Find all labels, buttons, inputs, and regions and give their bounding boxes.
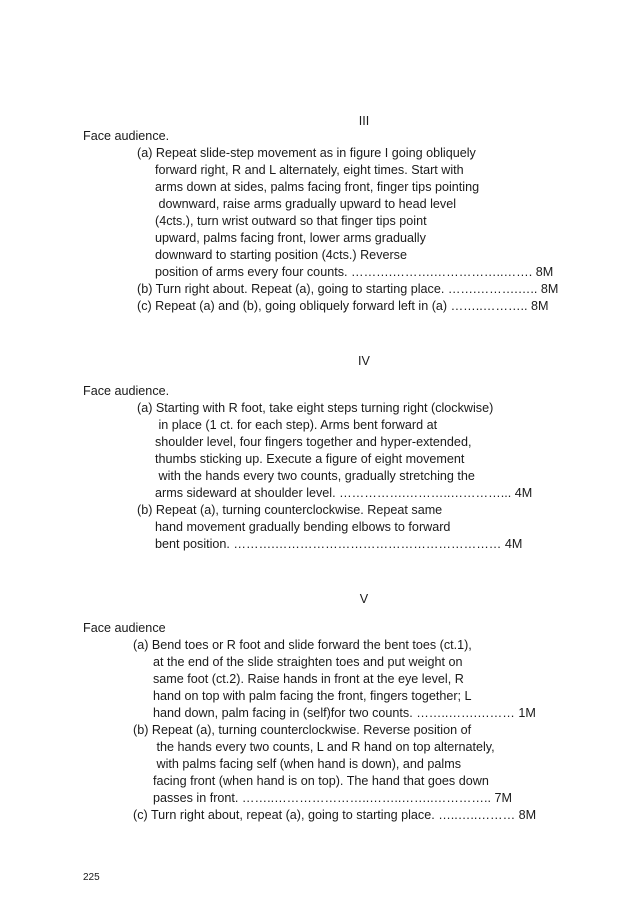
- text-line: bent position. ……….……………………………………………… 4M: [155, 537, 523, 551]
- text-line: (c) Repeat (a) and (b), going obliquely forward left in (a) ……..……….. 8M: [137, 299, 549, 313]
- text-line: arms down at sides, palms facing front, finger tips pointing: [155, 180, 480, 194]
- text-line: in place (1 ct. for each step). Arms bent forward at: [155, 418, 438, 432]
- text-line: with palms facing self (when hand is down), and palms: [153, 757, 461, 771]
- text-line: facing front (when hand is on top). The hand that goes down: [153, 774, 489, 788]
- text-line: (c) Turn right about, repeat (a), going to starting place. …..…..……… 8M: [133, 808, 537, 822]
- section-heading-iv: IV: [358, 354, 370, 368]
- text-line: (a) Bend toes or R foot and slide forward the bent toes (ct.1),: [133, 638, 472, 652]
- text-line: thumbs sticking up. Execute a figure of eight movement: [155, 452, 465, 466]
- text-line: downward to starting position (4cts.) Reverse: [155, 248, 407, 262]
- text-line: downward, raise arms gradually upward to head level: [155, 197, 457, 211]
- text-line: (b) Turn right about. Repeat (a), going to starting place. …….……….….. 8M: [137, 282, 559, 296]
- text-line: at the end of the slide straighten toes and put weight on: [153, 655, 463, 669]
- section-heading-v: V: [359, 592, 369, 606]
- text-line: shoulder level, four fingers together and hyper-extended,: [155, 435, 472, 449]
- text-line: (b) Repeat (a), turning counterclockwise. Reverse position of: [133, 723, 472, 737]
- section-intro: Face audience.: [83, 129, 170, 143]
- text-line: forward right, R and L alternately, eight times. Start with: [155, 163, 464, 177]
- text-line: the hands every two counts, L and R hand on top alternately,: [153, 740, 495, 754]
- text-line: (a) Repeat slide-step movement as in figure I going obliquely: [137, 146, 476, 160]
- text-line: hand on top with palm facing the front, fingers together; L: [153, 689, 472, 703]
- text-line: hand down, palm facing in (self)for two counts. ……..…….……… 1M: [153, 706, 536, 720]
- text-line: arms sideward at shoulder level. …………….………..…………... 4M: [155, 486, 533, 500]
- text-line: (a) Starting with R foot, take eight steps turning right (clockwise): [137, 401, 494, 415]
- text-line: same foot (ct.2). Raise hands in front at the eye level, R: [153, 672, 464, 686]
- text-line: with the hands every two counts, gradually stretching the: [155, 469, 475, 483]
- text-line: position of arms every four counts. ……….……….……………..……. 8M: [155, 265, 554, 279]
- page-number: 225: [83, 872, 100, 883]
- section-intro: Face audience: [83, 621, 166, 635]
- section-heading-iii: III: [358, 114, 370, 128]
- section-intro: Face audience.: [83, 384, 170, 398]
- text-line: (4cts.), turn wrist outward so that finger tips point: [155, 214, 427, 228]
- text-line: hand movement gradually bending elbows to forward: [155, 520, 451, 534]
- text-line: (b) Repeat (a), turning counterclockwise. Repeat same: [137, 503, 443, 517]
- text-line: upward, palms facing front, lower arms gradually: [155, 231, 426, 245]
- text-line: passes in front. ……..…………………..……..……..………….. 7M: [153, 791, 512, 805]
